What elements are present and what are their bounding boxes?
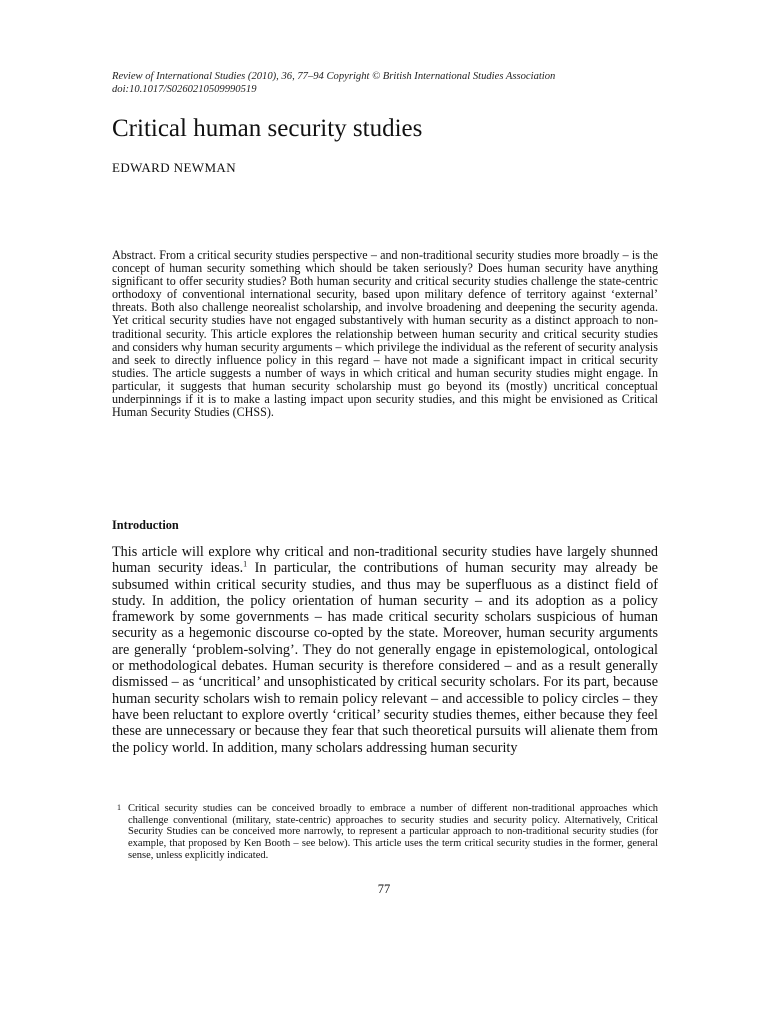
footnote-number: 1 xyxy=(117,803,121,812)
footnote-text: Critical security studies can be conceived broadly to embrace a number of different non-traditional approaches which challenge conventional (military, state-centric) approaches to security studies and security policy. Alternatively, Critical Security Studies can be conceived more narrowly, to represent a particular approach to non-traditional security studies (for example, that proposed by Ken Booth – see below). This article uses the term critical security studies in the former, general sense, unless explicitly indicated. xyxy=(128,803,658,861)
footnote xyxy=(117,803,658,862)
introduction-paragraph xyxy=(112,544,658,756)
introduction-text-start: This article will explore why critical and non-traditional security studies have largely shunned human security ideas. xyxy=(112,544,658,577)
citation-header xyxy=(112,70,672,96)
citation-line: Review of International Studies (2010), 36, 77–94 Copyright © British International Studies Association xyxy=(112,71,556,82)
author-name: EDWARD NEWMAN xyxy=(112,160,236,175)
introduction-text-continued: In particular, the contributions of human security may already be subsumed within critical security studies, and thus may be superfluous as a distinct field of study. In addition, the policy orientation of human security – and its adoption as a policy framework by some governments – has made critical security scholars suspicious of human security as a hegemonic discourse co-opted by the state. Moreover, human security arguments are generally ‘problem-solving’. They do not generally engage in epistemological, ontological or methodological debates. Human security is therefore considered – and as a result generally dismissed – as ‘uncritical’ and unsophisticated by critical security scholars. For its part, because human security scholars wish to remain policy relevant – and accessible to policy circles – they have been reluctant to explore overtly ‘critical’ security studies themes, either because they feel these are unnecessary or because they fear that such theoretical pursuits will alienate them from the policy world. In addition, many scholars addressing human security xyxy=(112,560,658,756)
section-heading-introduction: Introduction xyxy=(112,518,179,532)
footnote-reference[interactable]: 1 xyxy=(243,559,248,569)
page-number: 77 xyxy=(377,882,391,896)
doi-line[interactable]: doi:10.1017/S0260210509990519 xyxy=(112,84,257,95)
abstract-paragraph: Abstract. From a critical security studies perspective – and non-traditional security studies more broadly – is the concept of human security something which should be taken seriously? Does human security have anything significant to offer security studies? Both human security and critical security studies challenge the state-centric orthodoxy of conventional international security, based upon military defence of territory against ‘external’ threats. Both also challenge neorealist scholarship, and involve broadening and deepening the security agenda. Yet critical security studies have not engaged substantively with human security as a distinct approach to non-traditional security. This article explores the relationship between human security and critical security studies and considers why human security arguments – which privilege the individual as the referent of security analysis and seek to directly influence policy in this regard – have not made a significant impact in critical security studies. The article suggests a number of ways in which critical and human security studies might engage. In particular, it suggests that human security scholarship must go beyond its (mostly) uncritical conceptual underpinnings if it is to make a lasting impact upon security studies, and this might be envisioned as Critical Human Security Studies (CHSS). xyxy=(112,248,658,420)
article-title: Critical human security studies xyxy=(112,115,423,142)
